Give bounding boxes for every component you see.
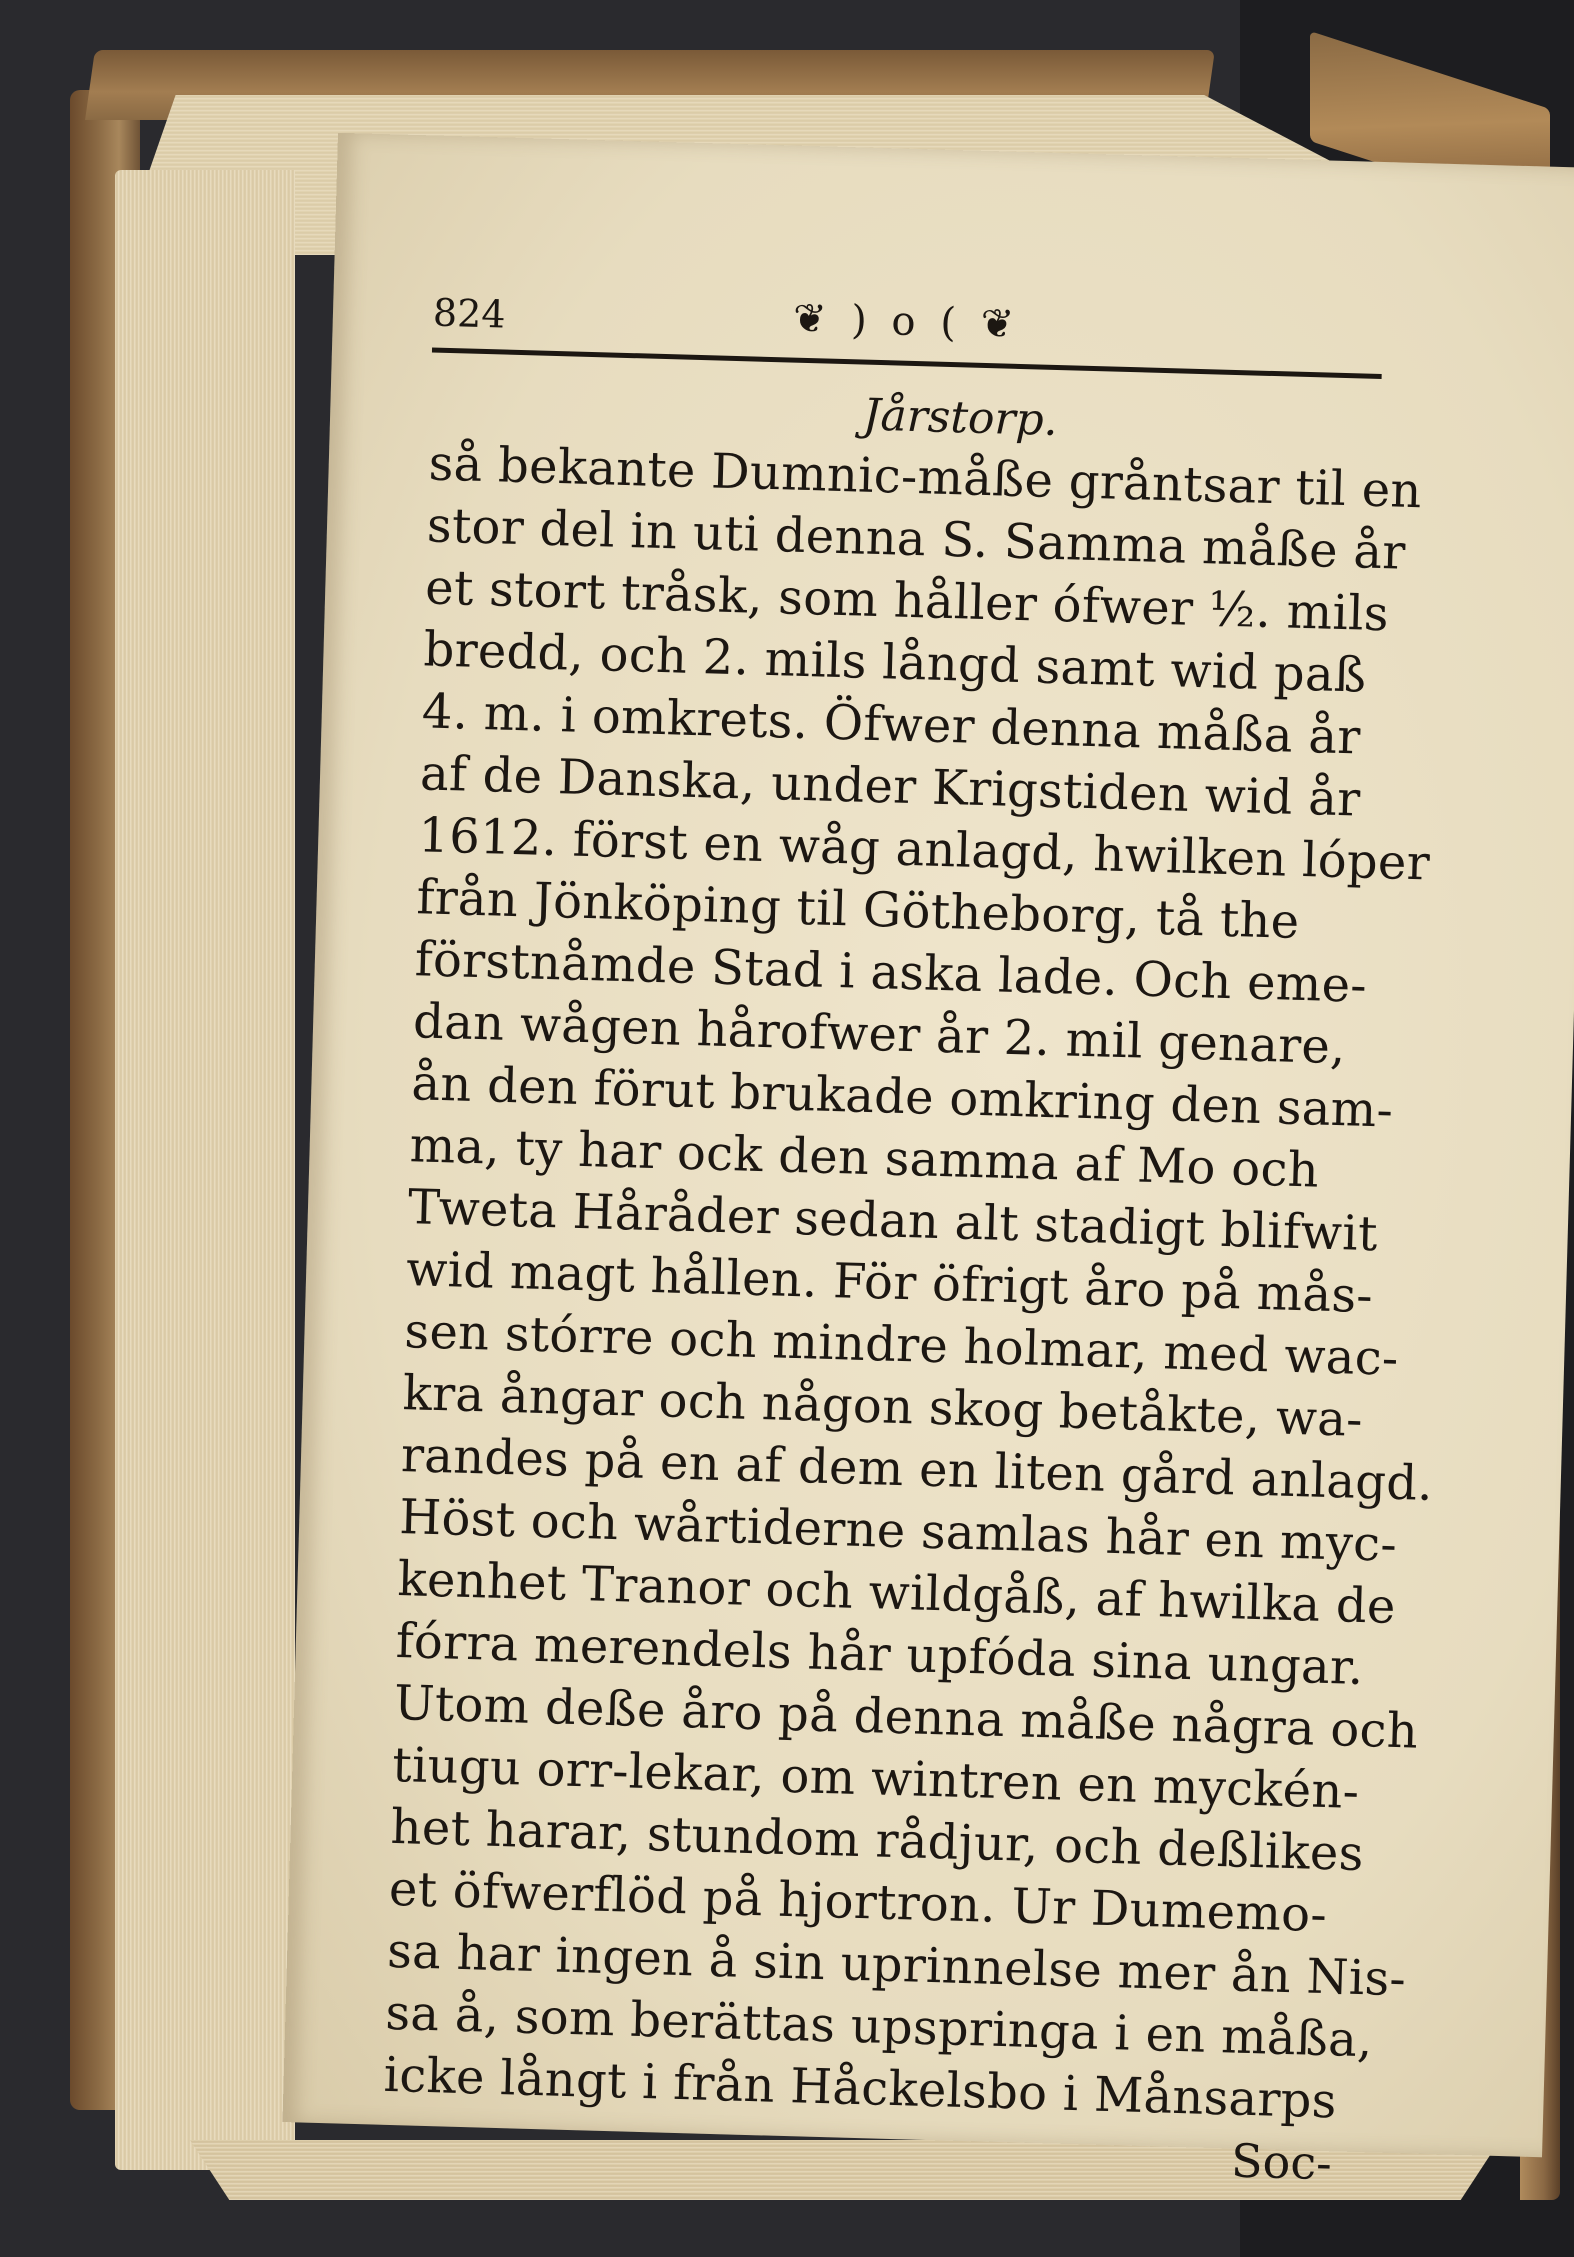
text-line: 1612. först en wåg anlagd, hwilken lóper <box>417 807 1431 892</box>
text-line: Tweta Håråder sedan alt stadigt blifwit <box>407 1179 1379 1263</box>
page-number: 824 <box>432 290 507 337</box>
text-line: ma, ty har ock den samma af Mo och <box>409 1117 1320 1199</box>
page-stack-left <box>115 170 295 2170</box>
text-line: sa har ingen å sin uprinnelse mer ån Nis- <box>386 1922 1407 2008</box>
text-line: icke långt i från Håckelsbo i Månsarps <box>383 2046 1338 2130</box>
text-line: Utom deße åro på denna måße några och <box>393 1674 1419 1760</box>
header-ornament: ❦ ) o ( ❦ <box>792 295 1021 348</box>
page-header <box>432 286 1434 384</box>
section-heading: Jårstorp. <box>862 389 1059 446</box>
text-line: sen stórre och mindre holmar, med wac- <box>403 1303 1400 1387</box>
text-line: tiugu orr-lekar, om wintren en myckén- <box>391 1736 1360 1820</box>
text-line: kra ångar och någon skog betåkte, wa- <box>402 1365 1364 1448</box>
text-line: het harar, stundom rådjur, och deßlikes <box>389 1798 1365 1883</box>
text-line: förstnåmde Stad i aska lade. Och eme- <box>414 931 1368 1014</box>
text-line: et öfwerflöd på hjortron. Ur Dumemo- <box>388 1860 1328 1944</box>
text-line: fórra merendels hår upfóda sina ungar. <box>395 1613 1365 1697</box>
text-line: bredd, och 2. mils långd samt wid paß <box>422 621 1368 704</box>
header-rule <box>432 348 1382 380</box>
page-text-block <box>381 286 1433 2196</box>
text-line: så bekante Dumnic-måße gråntsar til en <box>428 435 1423 520</box>
text-line: randes på en af dem en liten gård anlagd. <box>400 1427 1434 1512</box>
text-line: från Jönköping til Götheborg, tå the <box>415 869 1301 950</box>
text-line: Höst och wårtiderne samlas hår en myc- <box>398 1489 1398 1573</box>
text-line: kenhet Tranor och wildgåß, af hwilka de <box>396 1551 1397 1635</box>
text-line: et stort tråsk, som håller ófwer ½. mils <box>424 559 1390 643</box>
text-line: wid magt hållen. För öfrigt åro på mås- <box>405 1241 1374 1325</box>
book-page <box>282 133 1574 2191</box>
body-text <box>383 432 1434 2133</box>
catchword: Soc- <box>1230 2133 1333 2191</box>
text-line: 4. m. i omkrets. Öfwer denna måßa år <box>421 683 1362 766</box>
text-line: ån den förut brukade omkring den sam- <box>410 1055 1394 1139</box>
text-line: dan wågen hårofwer år 2. mil genare, <box>412 993 1347 1076</box>
text-line: af de Danska, under Krigstiden wid år <box>419 745 1362 828</box>
text-line: sa å, som berättas upspringa i en måßa, <box>384 1984 1374 2069</box>
text-line: stor del in uti denna S. Samma måße år <box>426 497 1407 581</box>
